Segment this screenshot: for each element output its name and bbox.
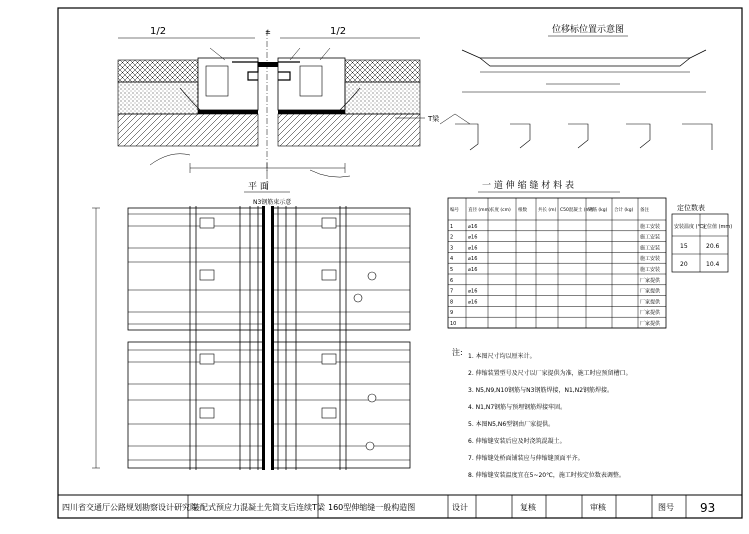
material-table-header: 合计 (kg) bbox=[614, 208, 634, 213]
note-item: 2. 伸缩装置型号及尺寸以厂家提供为准，施工时应预留槽口。 bbox=[468, 370, 632, 377]
note-item: 7. 伸缩缝处桥面铺装应与伸缩缝顶面平齐。 bbox=[468, 455, 584, 462]
material-table-cell: ⌀16 bbox=[468, 288, 478, 295]
material-table-cell: 厂家提供 bbox=[640, 299, 661, 306]
material-table-header: 编号 bbox=[450, 208, 459, 213]
review-label: 审核 bbox=[590, 503, 606, 512]
material-table-header: 备注 bbox=[640, 208, 649, 213]
project-name: 装配式预应力混凝土先简支后连续T梁 bbox=[192, 503, 325, 512]
material-table-cell: 3 bbox=[450, 245, 454, 252]
material-table-cell: 7 bbox=[450, 288, 454, 295]
note-item: 3. N5,N9,N10钢筋与N3钢筋焊接，N1,N2钢筋焊接。 bbox=[468, 387, 614, 394]
org-name: 四川省交通厅公路规划勘察设计研究院 bbox=[62, 503, 198, 512]
material-table-cell: 施工安装 bbox=[640, 234, 661, 241]
drawing-title: 160型伸缩缝一般构造图 bbox=[328, 503, 416, 512]
material-table-cell: 施工安装 bbox=[640, 223, 661, 230]
material-table-title: 一 道 伸 缩 缝 材 料 表 bbox=[482, 181, 575, 191]
center-symbol: ± bbox=[265, 28, 271, 36]
material-table-header: C50混凝土 (m³) bbox=[560, 208, 594, 213]
plan-view bbox=[92, 181, 410, 470]
section-label-right: 1/2 bbox=[330, 26, 347, 37]
material-table-header: 长度 (cm) bbox=[490, 208, 511, 213]
pt-row2-value: 10.4 bbox=[706, 261, 720, 268]
note-item: 4. N1,N7钢筋与预埋钢筋焊接牢固。 bbox=[468, 404, 567, 411]
material-table-cell: 施工安装 bbox=[640, 245, 661, 252]
position-diagram bbox=[440, 23, 712, 150]
material-table-cell: ⌀16 bbox=[468, 267, 478, 273]
position-table-title: 定位数表 bbox=[677, 204, 705, 212]
material-table-cell: 4 bbox=[450, 256, 454, 263]
material-table-cell: 厂家提供 bbox=[640, 277, 661, 284]
material-table-cell: 9 bbox=[450, 310, 454, 317]
material-table bbox=[448, 179, 666, 328]
position-table bbox=[672, 203, 732, 272]
material-table-cell: 5 bbox=[450, 267, 454, 273]
pt-row2-temp: 20 bbox=[680, 261, 688, 268]
design-label: 设计 bbox=[452, 503, 468, 512]
t-beam-label: T梁 bbox=[428, 115, 440, 123]
material-table-cell: 10 bbox=[450, 321, 457, 327]
pt-header-temp: 安装温度 (℃) bbox=[674, 224, 706, 230]
notes-label: 注: bbox=[452, 348, 463, 357]
pt-row1-temp: 15 bbox=[680, 243, 688, 250]
plan-subtitle: N3钢筋束示意 bbox=[253, 199, 292, 206]
plan-title: 平 面 bbox=[248, 182, 269, 192]
material-table-cell: ⌀16 bbox=[468, 223, 478, 230]
material-table-header: 根数 bbox=[518, 208, 527, 213]
material-table-cell: ⌀16 bbox=[468, 245, 478, 252]
material-table-header: 共长 (m) bbox=[538, 208, 557, 213]
section-view bbox=[118, 26, 440, 190]
section-label-left: 1/2 bbox=[150, 26, 167, 37]
title-block bbox=[58, 495, 742, 518]
material-table-cell: ⌀16 bbox=[468, 234, 478, 241]
material-table-cell: ⌀16 bbox=[468, 299, 478, 306]
position-diagram-title: 位移标位置示意图 bbox=[552, 25, 625, 35]
note-item: 1. 本图尺寸均以厘米计。 bbox=[468, 353, 536, 360]
notes bbox=[452, 347, 632, 479]
material-table-header: 直径 (mm) bbox=[468, 208, 491, 213]
material-table-cell: 8 bbox=[450, 299, 454, 306]
sheet-number: 93 bbox=[700, 501, 716, 515]
pt-header-value: 定位值 (mm) bbox=[702, 224, 733, 230]
pt-row1-value: 20.6 bbox=[706, 243, 720, 250]
note-item: 8. 伸缩缝安装温度宜在5~20℃，施工时按定位数表调整。 bbox=[468, 472, 625, 479]
note-item: 5. 本图N5,N6型钢由厂家提供。 bbox=[468, 421, 555, 428]
check-label: 复核 bbox=[520, 503, 536, 512]
material-table-cell: 厂家提供 bbox=[640, 321, 661, 327]
sheet-label: 图号 bbox=[658, 503, 674, 512]
material-table-cell: 施工安装 bbox=[640, 267, 661, 273]
material-table-cell: 6 bbox=[450, 277, 454, 284]
material-table-cell: 厂家提供 bbox=[640, 310, 661, 317]
note-item: 6. 伸缩缝安装后应及时浇筑混凝土。 bbox=[468, 438, 566, 445]
material-table-cell: ⌀16 bbox=[468, 256, 478, 263]
material-table-cell: 厂家提供 bbox=[640, 288, 661, 295]
material-table-cell: 1 bbox=[450, 223, 454, 230]
material-table-cell: 施工安装 bbox=[640, 256, 661, 263]
material-table-cell: 2 bbox=[450, 234, 454, 241]
material-table-header: 钢筋 (kg) bbox=[588, 208, 608, 213]
